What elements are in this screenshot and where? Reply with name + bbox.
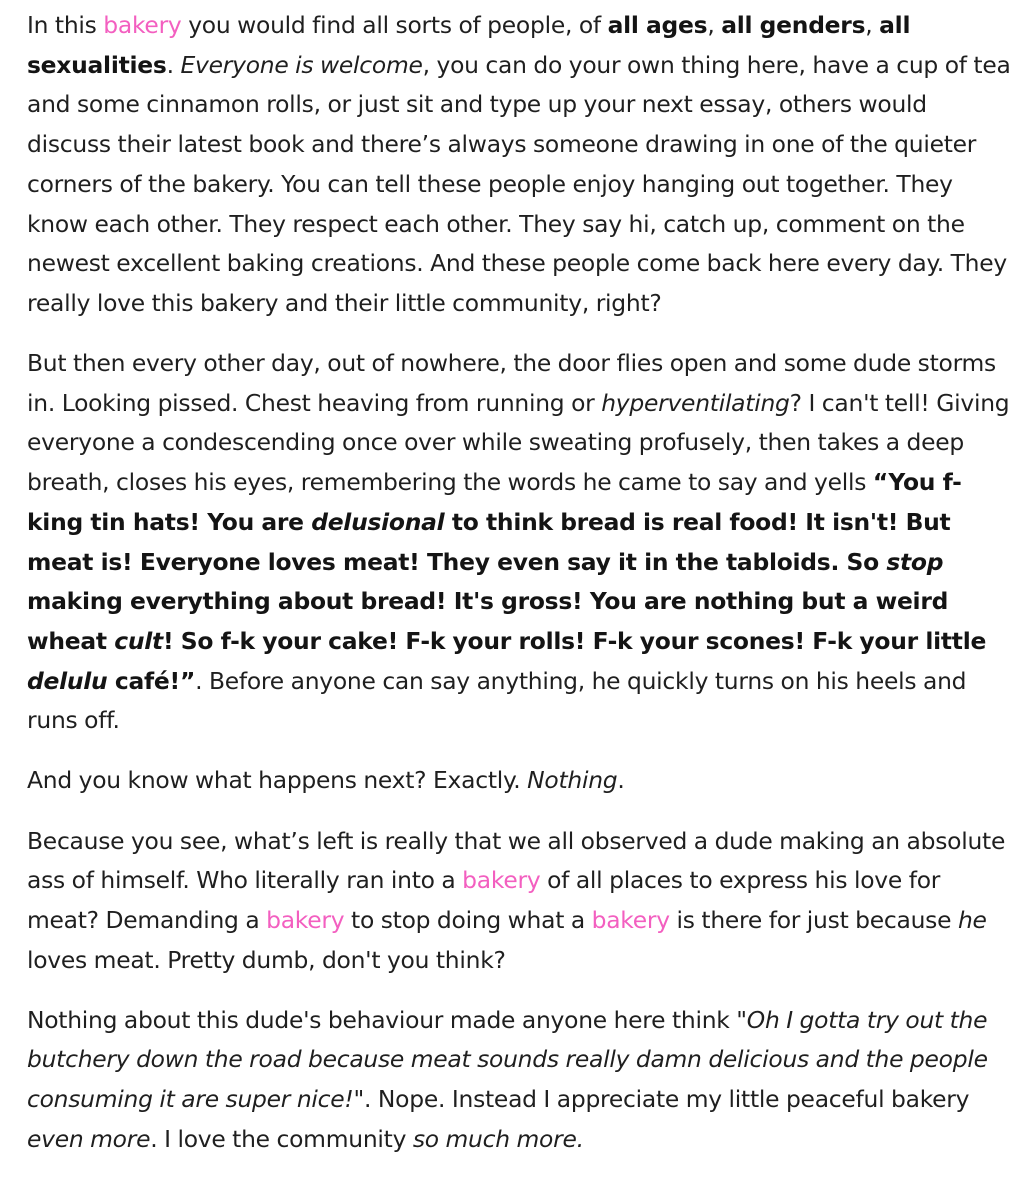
text: , you can do your own thing here, have a cup of tea and some cinnamon rolls, or just sit and type up your next essay, others would discuss their latest book and there’s always someone drawing in one of the quieter corners of the bakery. You can tell these people enjoy hanging out together. They know each other. They respect each other. They say hi, catch up, comment on the newest excellent baking creations. And these people come back here every day. They really love this bakery and their little community, right?: [27, 50, 1011, 317]
text: ,: [865, 11, 880, 39]
bakery-link[interactable]: bakery: [591, 905, 670, 934]
text: But then every other day, out of nowhere, the door flies open and some dude storms in. Looking pissed. Chest heaving from running or: [27, 349, 996, 417]
paragraph-1: [27, 6, 1017, 324]
bold-text: “You f-king tin hats! You are: [27, 468, 962, 536]
text: Because you see, what’s left is really that we all observed a dude making an absolute ass of himself. Who literally ran into a: [27, 826, 1006, 895]
bold-italic-text: stop: [886, 547, 944, 576]
italic-text: Everyone is welcome: [180, 50, 423, 79]
text: .: [166, 50, 181, 79]
italic-text: so much more.: [412, 1124, 584, 1153]
bold-text: all sexualities: [27, 11, 911, 79]
bakery-link[interactable]: bakery: [266, 905, 345, 934]
bold-text: making everything about bread! It's gross! You are nothing but a weird wheat: [27, 587, 949, 655]
bold-text: all ages: [607, 11, 708, 39]
bold-text: café!”: [107, 666, 196, 695]
text: And you know what happens next? Exactly.: [27, 766, 528, 795]
italic-text: he: [957, 905, 987, 934]
text: Nothing about this dude's behaviour made anyone here think ": [27, 1005, 747, 1034]
post-body: [27, 6, 1017, 1180]
italic-text: even more: [27, 1124, 151, 1153]
text: ". Nope. Instead I appreciate my little peaceful bakery: [353, 1085, 970, 1114]
bakery-link[interactable]: bakery: [103, 11, 182, 39]
text: loves meat. Pretty dumb, don't you think?: [27, 945, 506, 974]
italic-text: hyperventilating: [601, 388, 790, 417]
bold-italic-text: delulu: [27, 666, 108, 695]
paragraph-5: [27, 1001, 1017, 1160]
paragraph-2: [27, 344, 1017, 741]
text: to stop doing what a: [344, 905, 592, 934]
text: . I love the community: [150, 1124, 413, 1153]
bold-text: ! So f-k your cake! F-k your rolls! F-k your scones! F-k your little: [162, 626, 987, 655]
bold-text: all genders: [721, 11, 866, 39]
text: is there for just because: [669, 905, 958, 934]
text: of all places to express his love for meat? Demanding a: [27, 866, 941, 934]
bold-italic-text: cult: [114, 626, 163, 655]
text: ? I can't tell! Giving everyone a condescending once over while sweating profusely, then takes a deep breath, closes his eyes, remembering the words he came to say and yells: [27, 388, 1010, 497]
italic-text: Oh I gotta try out the butchery down the road because meat sounds really damn delicious and the people consuming it are super nice!: [27, 1005, 988, 1114]
text: In this: [27, 11, 104, 39]
paragraph-3: [27, 761, 1017, 801]
italic-text: Nothing: [527, 766, 618, 795]
bold-italic-text: delusional: [311, 507, 445, 536]
bakery-link[interactable]: bakery: [462, 866, 541, 895]
quote-bold: [27, 468, 986, 695]
text: .: [617, 766, 625, 795]
text: . Before anyone can say anything, he quickly turns on his heels and runs off.: [27, 666, 967, 735]
text: ,: [707, 11, 722, 39]
paragraph-4: [27, 822, 1017, 981]
text: you would find all sorts of people, of: [181, 11, 608, 39]
bold-text: to think bread is real food! It isn't! But meat is! Everyone loves meat! They even say it in the tabloids. So: [27, 507, 951, 576]
